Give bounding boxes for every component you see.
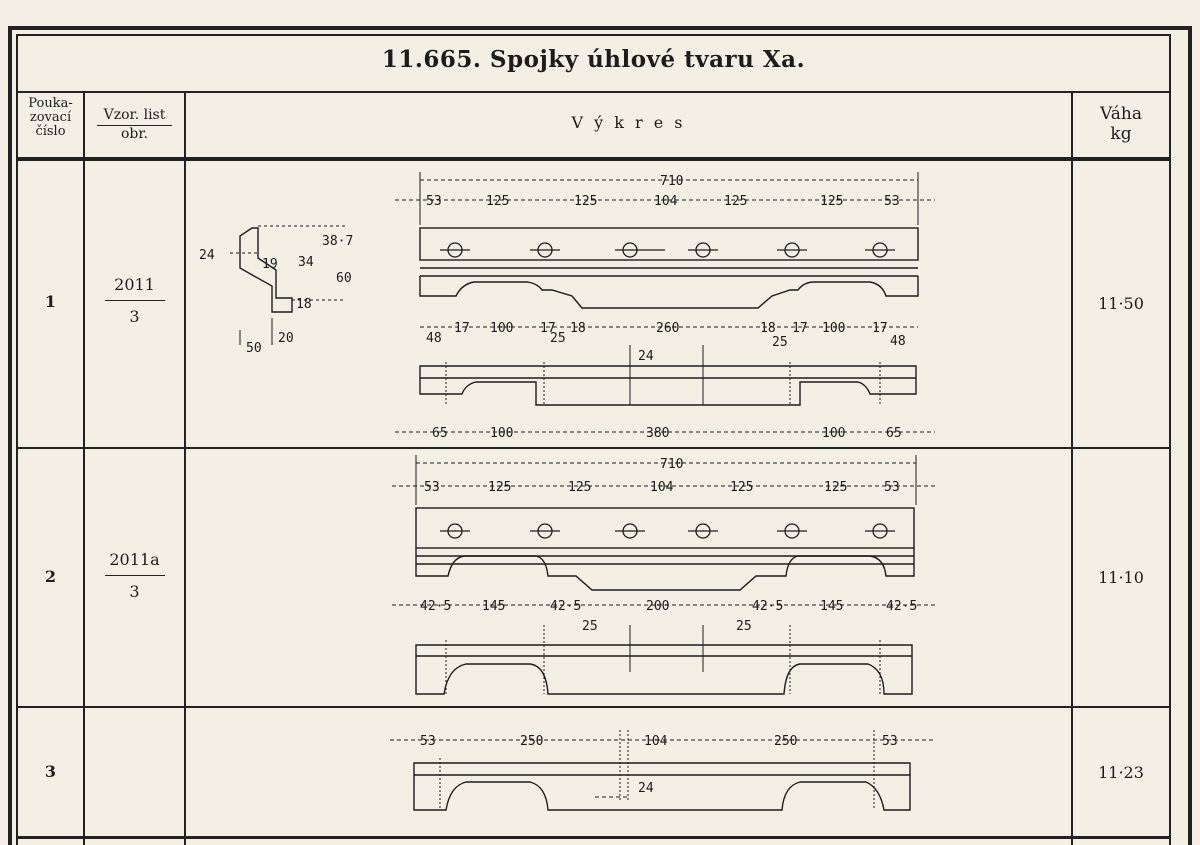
r1-dim-profile-1: 24 <box>199 248 215 263</box>
row-2-sheet: 2011a <box>109 550 160 569</box>
row-2-figure: 3 <box>129 582 140 601</box>
r1-dim-mid-1: 48 <box>426 331 442 346</box>
r2-dim-top-2: 125 <box>488 480 512 495</box>
r2-dim-top-7: 53 <box>884 480 900 495</box>
r3-dim-top-1: 53 <box>420 734 436 749</box>
r1-dim-top-5: 125 <box>724 194 748 209</box>
r1-dim-profile-3: 38·7 <box>322 234 354 249</box>
r3-dim-top-4: 250 <box>774 734 798 749</box>
row-2-number: 2 <box>44 567 57 586</box>
r2-dim-mid-7: 42·5 <box>752 599 784 614</box>
r1-dim-profile-6: 18 <box>296 297 312 312</box>
r2-dim-mid-4: 25 <box>582 619 598 634</box>
r1-dim-mid-13: 48 <box>890 334 906 349</box>
r2-dim-top-1: 53 <box>424 480 440 495</box>
row-1-sheet: 2011 <box>114 275 155 294</box>
r1-dim-mid-5: 25 <box>550 331 566 346</box>
r1-dim-mid-2: 17 <box>454 321 470 336</box>
r1-dim-mid-3: 100 <box>490 321 514 336</box>
r1-dim-bottom-1: 65 <box>432 426 448 441</box>
r2-dim-top-3: 125 <box>568 480 592 495</box>
header-pattern-sheet-top: Vzor. list <box>103 107 166 123</box>
r1-dim-top-3: 125 <box>574 194 598 209</box>
r1-dim-profile-2: 19 <box>262 257 278 272</box>
r3-dim-top-5: 53 <box>882 734 898 749</box>
r1-dim-bottom-5: 65 <box>886 426 902 441</box>
r1-dim-mid-8: 18 <box>760 321 776 336</box>
r1-dim-mid-7: 260 <box>656 321 680 336</box>
r1-dim-mid-6: 18 <box>570 321 586 336</box>
r1-dim-top-6: 125 <box>820 194 844 209</box>
r2-dim-top-5: 125 <box>730 480 754 495</box>
header-ref-number: Pouka- zovací číslo <box>28 96 73 139</box>
r2-dim-top-4: 104 <box>650 480 674 495</box>
r1-dim-bottom-3: 380 <box>646 426 670 441</box>
header-weight-top: Váha <box>1100 104 1142 124</box>
r1-dim-mid-9: 25 <box>772 335 788 350</box>
row-1-figure: 3 <box>129 307 140 326</box>
row-3-number: 3 <box>44 762 57 781</box>
r2-dim-total: 710 <box>660 457 684 472</box>
r1-dim-total: 710 <box>660 174 684 189</box>
r1-dim-top-1: 53 <box>426 194 442 209</box>
r2-dim-mid-9: 42·5 <box>886 599 918 614</box>
r1-dim-profile-5: 60 <box>336 271 352 286</box>
row-1-number: 1 <box>44 292 57 311</box>
r1-dim-bottom-2: 100 <box>490 426 514 441</box>
header-drawing: V ý k r e s <box>571 113 686 132</box>
r2-dim-mid-1: 42·5 <box>420 599 452 614</box>
row-1-plan-drawing <box>420 228 918 308</box>
row-1-weight: 11·50 <box>1098 294 1144 313</box>
header-pattern-sheet-bottom: obr. <box>97 125 172 142</box>
r2-dim-mid-5: 200 <box>646 599 670 614</box>
r2-dim-mid-2: 145 <box>482 599 506 614</box>
r1-dim-mid-4: 17 <box>540 321 556 336</box>
r1-dim-bottom-4: 100 <box>822 426 846 441</box>
r1-dim-top-4: 104 <box>654 194 678 209</box>
header-weight-bottom: kg <box>1110 124 1132 144</box>
page-title: 11.665. Spojky úhlové tvaru Xa. <box>381 46 806 73</box>
row-1-elevation-drawing <box>420 345 916 405</box>
r2-dim-mid-8: 145 <box>820 599 844 614</box>
r1-dim-mid-12: 17 <box>872 321 888 336</box>
r3-dim-top-2: 250 <box>520 734 544 749</box>
row-2-weight: 11·10 <box>1098 568 1144 587</box>
r1-dim-top-2: 125 <box>486 194 510 209</box>
r1-dim-profile-7: 50 <box>246 341 262 356</box>
r1-dim-profile-4: 34 <box>298 255 314 270</box>
row-2-elevation-drawing <box>416 625 912 694</box>
row-3-weight: 11·23 <box>1098 763 1144 782</box>
r2-dim-mid-6: 25 <box>736 619 752 634</box>
r2-dim-mid-3: 42·5 <box>550 599 582 614</box>
r1-dim-mid-10: 17 <box>792 321 808 336</box>
r2-dim-top-6: 125 <box>824 480 848 495</box>
r1-dim-profile-8: 20 <box>278 331 294 346</box>
row-2-plan-drawing <box>416 508 914 590</box>
r1-dim-mid-11: 100 <box>822 321 846 336</box>
r3-dim-top-3: 104 <box>644 734 668 749</box>
r1-dim-top-7: 53 <box>884 194 900 209</box>
r1-dim-mid-14: 24 <box>638 349 654 364</box>
r3-dim-mid-1: 24 <box>638 781 654 796</box>
